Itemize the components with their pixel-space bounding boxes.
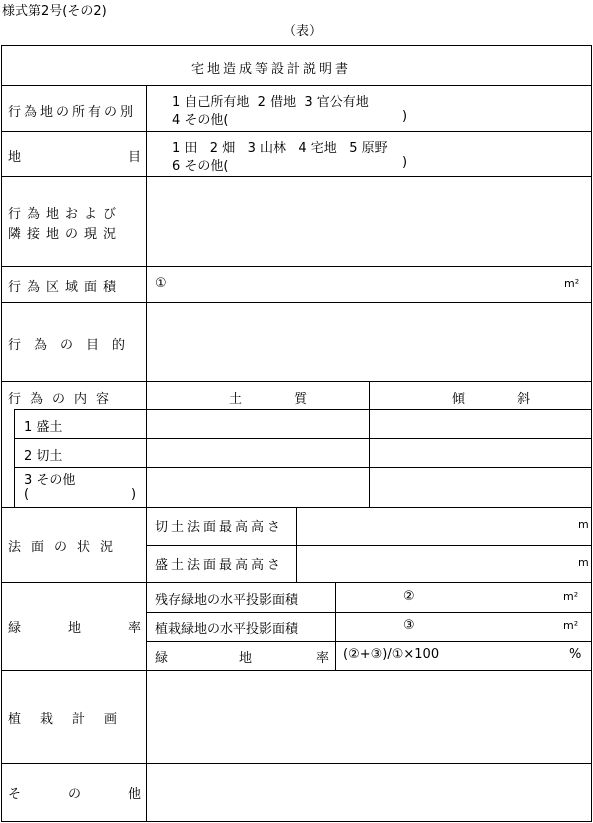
purpose-label: 行為の目的	[8, 338, 139, 353]
ownership-options: 1 自己所有地 2 借地 3 官公有地	[172, 95, 369, 110]
col-slope-header: 傾 斜	[452, 392, 555, 407]
ownership-other: 4 その他(	[172, 113, 229, 128]
residual-green-unit: m²	[563, 590, 579, 603]
content-row-other: 3 その他	[24, 473, 76, 488]
ownership-label: 行為地の所有の別	[8, 105, 137, 120]
planted-green-unit: m²	[563, 619, 579, 632]
green-label-right: 率	[128, 621, 142, 636]
site-status-label-1: 行為地および	[8, 207, 123, 222]
green-rate-label-right: 率	[316, 651, 330, 666]
green-rate-formula: (②+③)/①×100	[343, 647, 440, 662]
fill-slope-unit: m	[578, 556, 589, 569]
other-label-mid: の	[68, 787, 82, 802]
green-rate-label-left: 緑	[155, 651, 169, 666]
content-label: 行為の内容	[8, 392, 119, 407]
col-soil-header: 土 質	[229, 392, 332, 407]
content-row-other-paren: (	[24, 487, 30, 502]
land-category-label-left: 地	[8, 150, 22, 165]
residual-green-mark: ②	[403, 589, 415, 604]
green-label-mid: 地	[68, 621, 82, 636]
form-number: 様式第2号(その2)	[2, 4, 107, 19]
content-row-other-paren-close: )	[131, 487, 137, 502]
cut-slope-label: 切土法面最高高さ	[155, 520, 284, 535]
green-label-left: 緑	[8, 621, 22, 636]
document-title: 宅地造成等設計説明書	[191, 62, 352, 77]
land-category-label-right: 目	[128, 150, 142, 165]
other-label-right: 他	[128, 787, 142, 802]
slope-face-label: 法面の状況	[8, 540, 124, 555]
planting-label: 植栽計画	[8, 712, 137, 727]
green-rate-label-mid: 地	[239, 651, 253, 666]
residual-green-label: 残存緑地の水平投影面積	[155, 593, 299, 608]
side-label: （表）	[283, 24, 323, 39]
area-unit: m²	[564, 277, 580, 290]
green-rate-unit: %	[569, 647, 582, 662]
planted-green-label: 植栽緑地の水平投影面積	[155, 622, 299, 637]
area-mark: ①	[155, 276, 167, 291]
other-label-left: そ	[8, 787, 22, 802]
content-row-cut: 2 切土	[24, 449, 63, 464]
ownership-other-close: )	[402, 109, 408, 124]
land-category-options: 1 田 2 畑 3 山林 4 宅地 5 原野	[172, 141, 388, 156]
area-label: 行為区域面積	[8, 280, 123, 295]
planted-green-mark: ③	[403, 618, 415, 633]
land-category-other: 6 その他(	[172, 159, 229, 174]
site-status-label-2: 隣接地の現況	[8, 227, 123, 242]
land-category-other-close: )	[402, 155, 408, 170]
fill-slope-label: 盛土法面最高高さ	[155, 558, 284, 573]
content-row-fill: 1 盛土	[24, 420, 63, 435]
cut-slope-unit: m	[578, 518, 589, 531]
